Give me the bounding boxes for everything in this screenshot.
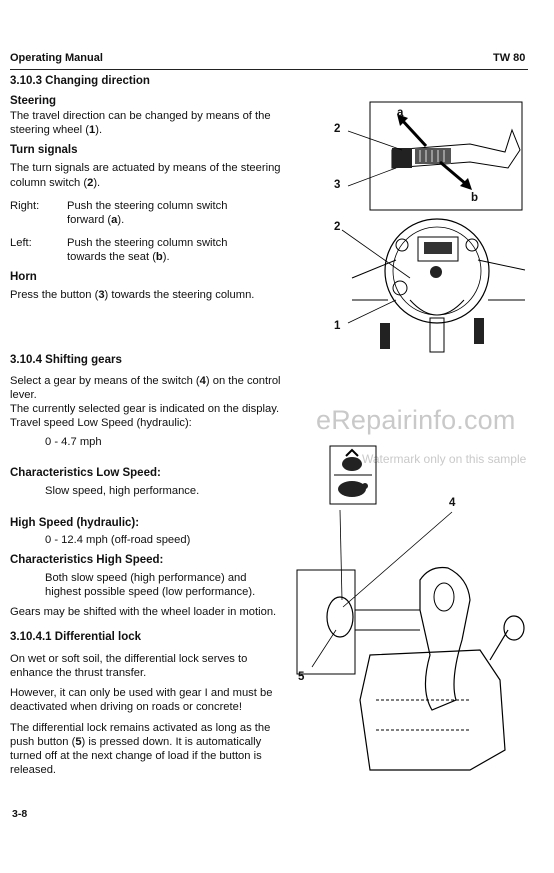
turn-text-line2: column switch (2). (10, 177, 101, 189)
running-header-left: Operating Manual (10, 52, 103, 64)
figure-label-1: 1 (334, 320, 341, 332)
diff-text-line2: enhance the thrust transfer. (10, 667, 147, 679)
left-text-line1: Push the steering column switch (67, 237, 228, 249)
section-title-changing-direction: 3.10.3 Changing direction (10, 75, 150, 87)
section-title-shifting-gears: 3.10.4 Shifting gears (10, 354, 122, 366)
low-speed-range: 0 - 4.7 mph (45, 436, 102, 448)
figure-label-b: b (471, 192, 479, 204)
diff-text-line8: released. (10, 764, 57, 776)
section-title-differential-lock: 3.10.4.1 Differential lock (10, 631, 142, 643)
watermark-text: eRepairinfo.com (316, 405, 516, 435)
characteristics-high-line2: highest possible speed (low performance). (45, 586, 256, 598)
left-label: Left: (10, 237, 32, 249)
speed-icons-figure (330, 446, 376, 504)
gears-text-line1: Select a gear by means of the switch (4) on the control (10, 375, 281, 387)
heading-turn-signals: Turn signals (10, 144, 78, 156)
steering-text-line1: The travel direction can be changed by means of the (10, 110, 271, 122)
right-text-line2: forward (a). (67, 214, 125, 226)
gears-in-motion-text: Gears may be shifted with the wheel loader in motion. (10, 606, 277, 618)
heading-horn: Horn (10, 271, 37, 283)
figure-label-2-switch: 2 (334, 123, 341, 135)
heading-characteristics-low: Characteristics Low Speed: (10, 467, 161, 479)
right-label: Right: (10, 200, 40, 212)
diff-text-line1: On wet or soft soil, the differential lock serves to (10, 653, 248, 665)
heading-high-speed: High Speed (hydraulic): (10, 517, 140, 529)
characteristics-low-text: Slow speed, high performance. (45, 485, 200, 497)
heading-steering: Steering (10, 95, 57, 107)
control-lever-figure (297, 510, 524, 770)
page-number: 3-8 (12, 808, 28, 820)
diff-text-line6: push button (5) is pressed down. It is automatically (10, 736, 262, 748)
diff-text-line3: However, it can only be used with gear I and must be (10, 687, 273, 699)
gears-text-line3: The currently selected gear is indicated on the display. (10, 403, 280, 415)
left-text-line2: towards the seat (b). (67, 251, 170, 263)
figure-label-4: 4 (449, 497, 456, 509)
heading-characteristics-high: Characteristics High Speed: (10, 554, 164, 566)
turn-text-line1: The turn signals are actuated by means of the steering (10, 162, 281, 174)
column-switch-figure (348, 102, 522, 210)
characteristics-high-line1: Both slow speed (high performance) and (45, 572, 247, 584)
figure-label-a: a (397, 107, 404, 119)
gears-text-line2: lever. (10, 389, 37, 401)
figure-label-2-wheel: 2 (334, 221, 341, 233)
horn-text: Press the button (3) towards the steering column. (10, 289, 255, 301)
figure-label-3: 3 (334, 179, 341, 191)
diff-text-line5: The differential lock remains activated as long as the (10, 722, 271, 734)
steering-wheel-figure (342, 219, 525, 352)
watermark-subtext: Watermark only on this sample (362, 452, 527, 466)
right-text-line1: Push the steering column switch (67, 200, 228, 212)
diff-text-line7: turned off at the next change of load if the button is (10, 750, 262, 762)
gears-text-line4: Travel speed Low Speed (hydraulic): (10, 417, 192, 429)
steering-text-line2: steering wheel (1). (10, 124, 103, 136)
running-header-right: TW 80 (493, 52, 526, 64)
high-speed-range: 0 - 12.4 mph (off-road speed) (45, 534, 191, 546)
diff-text-line4: deactivated when driving on roads or concrete! (10, 701, 242, 713)
figure-label-5: 5 (298, 671, 305, 683)
